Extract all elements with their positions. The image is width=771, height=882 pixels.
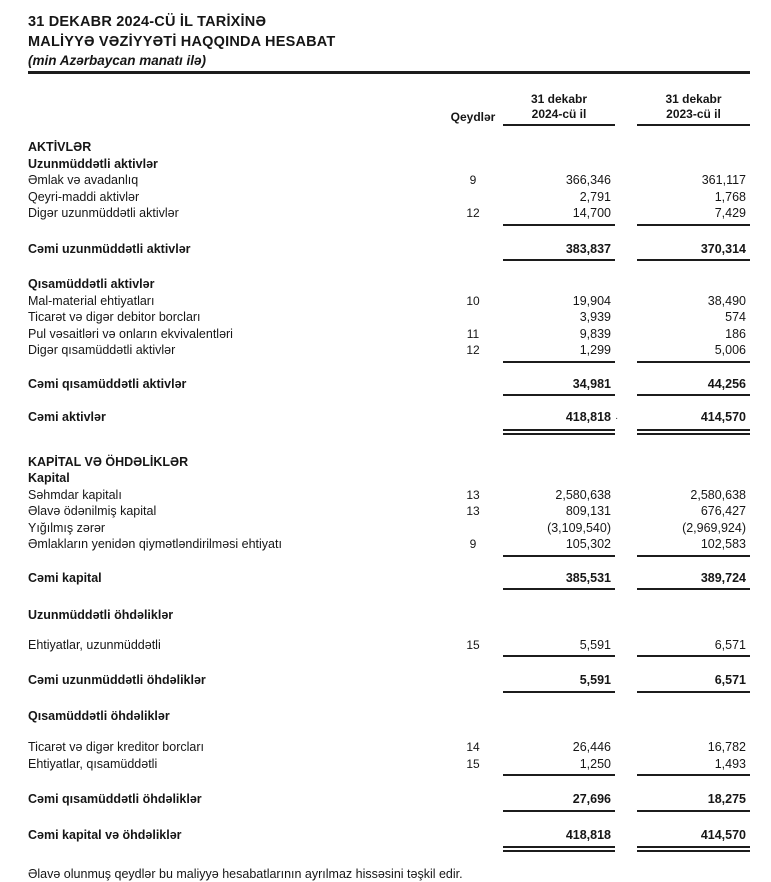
value-2023: 414,570: [637, 409, 750, 435]
report-title-line2: MALİYYƏ VƏZİYYƏTİ HAQQINDA HESABAT: [28, 34, 336, 50]
value-2024: 418,818: [503, 827, 615, 853]
table-row: [28, 791, 750, 812]
row-label: Əlavə ödənilmiş kapital: [28, 504, 157, 518]
table-row: [28, 637, 750, 658]
row-label: Kapital: [28, 471, 70, 485]
value-2024: 383,837: [503, 241, 615, 262]
table-row: [28, 309, 750, 326]
scan-artifact-tick: ·: [615, 413, 619, 424]
table-row: [28, 827, 750, 853]
value-2024: 2,580,638: [555, 487, 611, 502]
row-spacer: [28, 261, 750, 276]
row-label: Cəmi qısamüddətli aktivlər: [28, 376, 187, 391]
value-2023: 16,782: [707, 740, 746, 754]
value-2024: 9,839: [579, 326, 611, 341]
row-label: Cəmi aktivlər: [28, 410, 106, 424]
note-ref: 10: [466, 293, 480, 308]
value-2023: 361,117: [701, 173, 746, 187]
column-header-2023-line2: 2023-cü il: [666, 107, 721, 121]
value-2023: (2,969,924): [682, 520, 746, 535]
table-row: [28, 756, 750, 777]
row-label: Ticarət və digər debitor borcları: [28, 310, 201, 324]
table-column-header: [28, 92, 750, 126]
table-row: [28, 536, 750, 557]
value-2024: 14,700: [503, 205, 615, 226]
value-2024: 418,818: [503, 409, 615, 435]
row-label: Ehtiyatlar, uzunmüddətli: [28, 637, 161, 652]
row-label: Ticarət və digər kreditor borcları: [28, 740, 204, 754]
value-2024: 1,299: [503, 342, 615, 363]
table-row: [28, 607, 750, 624]
table-row: [28, 570, 750, 591]
row-spacer: [28, 435, 750, 454]
table-row: [28, 139, 750, 156]
row-label: AKTİVLƏR: [28, 140, 92, 154]
row-label: Qısamüddətli aktivlər: [28, 277, 155, 291]
value-2023: 6,571: [637, 672, 750, 693]
value-2024: 5,591: [503, 637, 615, 658]
value-2024: 5,591: [503, 672, 615, 693]
row-label: Qısamüddətli öhdəliklər: [28, 708, 170, 723]
row-label: Pul vəsaitləri və onların ekvivalentləri: [28, 326, 233, 341]
row-label: Yığılmış zərər: [28, 520, 106, 535]
value-2023: 44,256: [637, 376, 750, 397]
table-row: [28, 293, 750, 310]
row-spacer: [28, 396, 750, 409]
column-header-2023: [637, 92, 750, 126]
table-row: [28, 241, 750, 262]
value-2023: 389,724: [637, 570, 750, 591]
row-spacer: [28, 657, 750, 672]
row-label: Əmlak və avadanlıq: [28, 173, 139, 187]
row-spacer: [28, 724, 750, 739]
table-row: [28, 454, 750, 471]
table-row: [28, 520, 750, 537]
value-2024: 366,346: [565, 173, 611, 187]
row-spacer: [28, 557, 750, 570]
value-2024: 105,302: [503, 536, 615, 557]
value-2023: 676,427: [700, 504, 746, 518]
row-label: Digər qısamüddətli aktivlər: [28, 343, 176, 357]
table-row: [28, 189, 750, 206]
column-header-2024-line1: 31 dekabr: [530, 92, 588, 106]
row-label: Ehtiyatlar, qısamüddətli: [28, 756, 158, 771]
value-2024: 19,904: [572, 293, 611, 308]
row-label: Mal-material ehtiyatları: [28, 293, 155, 308]
row-label: KAPİTAL VƏ ÖHDƏLİKLƏR: [28, 454, 189, 469]
note-ref: 11: [466, 326, 480, 341]
value-2023: 574: [725, 310, 746, 324]
row-spacer: [28, 693, 750, 708]
column-header-2023-line1: 31 dekabr: [665, 92, 722, 106]
row-label: Uzunmüddətli aktivlər: [28, 156, 158, 171]
table-row: [28, 708, 750, 725]
table-row: [28, 503, 750, 520]
row-spacer: [28, 226, 750, 241]
row-spacer: [28, 776, 750, 791]
value-2024: (3,109,540): [547, 520, 611, 535]
row-spacer: [28, 590, 750, 607]
row-spacer: [28, 363, 750, 376]
value-2023: 186: [725, 326, 746, 341]
value-2024: 1,250: [503, 756, 615, 777]
report-subtitle-units: (min Azərbaycan manatı ilə): [28, 53, 207, 68]
column-header-notes: Qeydlər: [450, 110, 496, 124]
row-label: Cəmi qısamüddətli öhdəliklər: [28, 792, 202, 806]
value-2023: 2,580,638: [690, 487, 746, 502]
row-label: Digər uzunmüddətli aktivlər: [28, 206, 179, 220]
table-row: [28, 470, 750, 487]
row-label: Səhmdar kapitalı: [28, 487, 122, 502]
value-2023: 370,314: [637, 241, 750, 262]
table-row: [28, 739, 750, 756]
row-label: Cəmi uzunmüddətli aktivlər: [28, 241, 191, 256]
table-row: [28, 409, 750, 435]
statement-rows: [28, 139, 750, 852]
note-ref: 14: [466, 740, 480, 754]
value-2023: 18,275: [637, 791, 750, 812]
value-2024: 385,531: [503, 570, 615, 591]
value-2024: 2,791: [579, 189, 611, 204]
row-label: Uzunmüddətli öhdəliklər: [28, 608, 174, 622]
value-2023: 414,570: [637, 827, 750, 853]
value-2023: 38,490: [707, 293, 746, 308]
note-ref: 15: [466, 637, 480, 652]
value-2024: 34,981: [503, 376, 615, 397]
note-ref: 13: [466, 487, 480, 502]
value-2023: 7,429: [637, 205, 750, 226]
note-ref: 13: [466, 504, 480, 518]
table-row: [28, 326, 750, 343]
title-block: [28, 12, 750, 74]
value-2024: 27,696: [503, 791, 615, 812]
row-label: Qeyri-maddi aktivlər: [28, 189, 140, 204]
row-spacer: [28, 812, 750, 827]
column-header-2024: [503, 92, 615, 126]
row-label: Cəmi kapital: [28, 570, 102, 585]
value-2023: 1,768: [714, 189, 746, 204]
table-row: [28, 487, 750, 504]
footnote: Əlavə olunmuş qeydlər bu maliyyə hesabatlarının ayrılmaz hissəsini təşkil edir.: [28, 867, 463, 881]
table-row: [28, 156, 750, 173]
note-ref: 12: [466, 206, 480, 220]
value-2024: 809,131: [565, 504, 611, 518]
table-row: [28, 342, 750, 363]
table-row: [28, 672, 750, 693]
report-title-line1: 31 DEKABR 2024-CÜ İL TARİXİNƏ: [28, 14, 267, 30]
note-ref: 12: [466, 343, 480, 357]
row-label: Cəmi kapital və öhdəliklər: [28, 827, 182, 842]
note-ref: 9: [469, 537, 477, 551]
value-2024: 26,446: [572, 740, 611, 754]
table-row: [28, 172, 750, 189]
value-2023: 5,006: [637, 342, 750, 363]
value-2023: 102,583: [637, 536, 750, 557]
value-2023: 1,493: [637, 756, 750, 777]
table-row: [28, 376, 750, 397]
note-ref: 9: [469, 173, 477, 187]
row-label: Cəmi uzunmüddətli öhdəliklər: [28, 673, 206, 687]
column-header-2024-line2: 2024-cü il: [531, 107, 587, 121]
table-row: [28, 205, 750, 226]
value-2023: 6,571: [637, 637, 750, 658]
row-spacer: [28, 624, 750, 637]
note-ref: 15: [466, 756, 480, 771]
table-row: [28, 276, 750, 293]
value-2024: 3,939: [579, 310, 611, 324]
row-label: Əmlakların yenidən qiymətləndirilməsi ehtiyatı: [28, 537, 282, 551]
